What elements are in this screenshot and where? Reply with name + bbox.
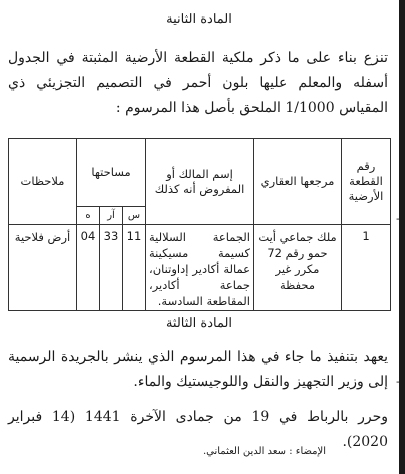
- header-parcel-number: رقم القطعة الأرضية: [342, 139, 391, 225]
- parcel-table: [8, 138, 391, 311]
- article-3-text: يعهد بتنفيذ ما جاء في هذا المرسوم الذي ينشر بالجريدة الرسمية إلى وزير التجهيز والنقل واللوجيستيك والماء.: [8, 349, 388, 390]
- article-2-text: تنزع بناء على ما ذكر ملكية القطعة الأرضية المثبتة في الجدول أسفله والمعلم عليها بلون أحمر في التصميم التجزيئي ذي المقياس 1/1000 الملحق بأصل هذا المرسوم :: [8, 50, 388, 116]
- table-row: [9, 225, 391, 311]
- header-unit-are: آر: [100, 207, 123, 225]
- header-land-reference: مرجعها العقاري: [254, 139, 342, 225]
- article-3-heading: المادة الثالثة: [165, 316, 233, 331]
- cell-area-hectare: 04: [77, 225, 100, 311]
- dateline: وحرر بالرباط في 19 من جمادى الآخرة 1441 (14 فبراير 2020).: [8, 409, 388, 450]
- cell-parcel-number: 1: [342, 225, 391, 311]
- signature-line: الإمضاء : سعد الدين العثماني.: [202, 446, 326, 457]
- margin-mark: -: [396, 212, 400, 225]
- margin-mark: -: [396, 375, 400, 388]
- cell-owner: الجماعة السلالية كسيمة مسيكينة عمالة أكادير إداوتنان، جماعة أكادير، المقاطعة السادسة.: [146, 225, 254, 311]
- header-owner: إسم المالك أو المفروض أنه كذلك: [146, 139, 254, 225]
- header-unit-hectare: ه: [77, 207, 100, 225]
- header-area: مساحتها: [77, 139, 146, 207]
- article-2-heading: المادة الثانية: [166, 12, 232, 27]
- header-remarks: ملاحظات: [9, 139, 77, 225]
- header-unit-centiare: س: [123, 207, 146, 225]
- page-edge-bar: [399, 0, 405, 474]
- cell-remarks: أرض فلاحية: [9, 225, 77, 311]
- cell-area-centiare: 11: [123, 225, 146, 311]
- cell-area-are: 33: [100, 225, 123, 311]
- cell-land-reference: ملك جماعي أيت حمو رقم 72 مكرر غير محفظة: [254, 225, 342, 311]
